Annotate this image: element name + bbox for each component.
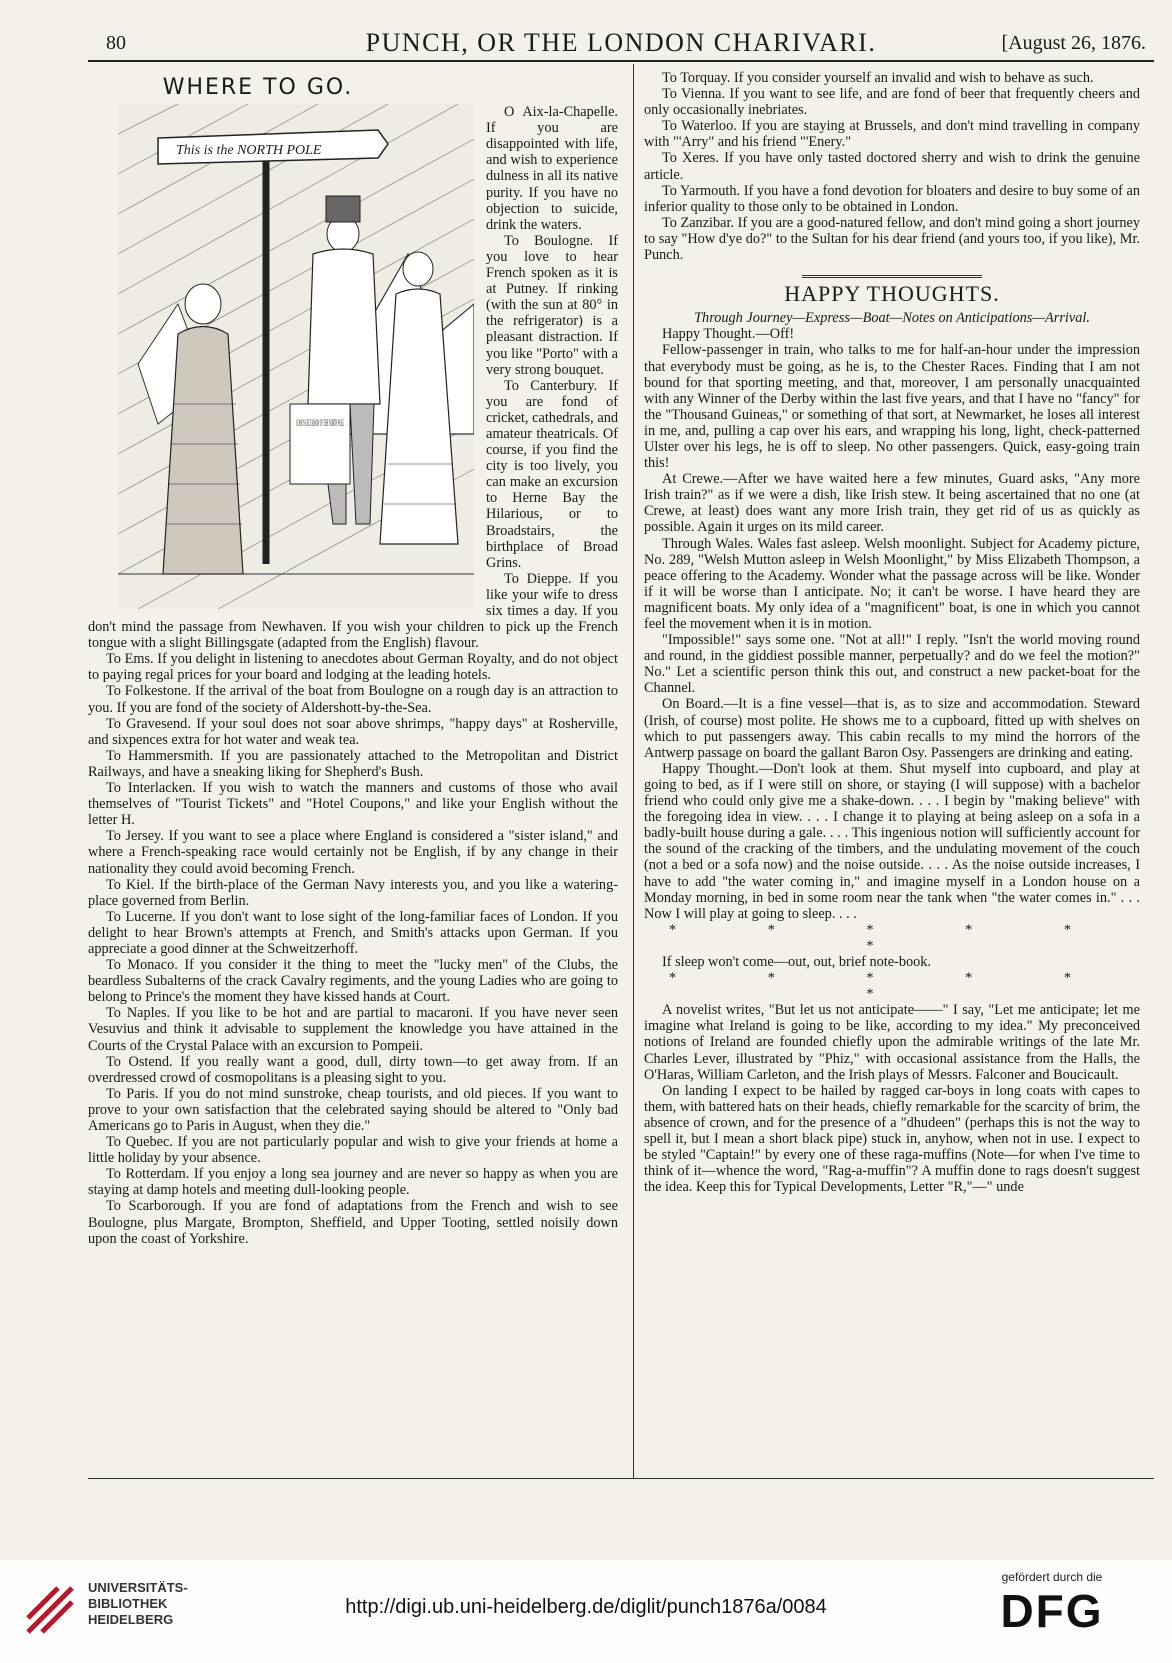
right-sleep-line: If sleep won't come—out, out, brief note-book.: [662, 953, 931, 970]
right-paragraph-mid-5: On Board.—It is a fine vessel—that is, as to size and accommodation. Steward (Irish, of course) most polite. He shows me to a cupboard, fitted up with shelves on which to put passengers away. This cabin recalls to my mind the horrors of the Antwerp passage on board the gallant Baron Osy. Passengers are drinking and eating.: [644, 696, 1140, 761]
left-paragraph-13: To Naples. If you like to be hot and are partial to macaroni. If you have never seen Vesuvius and think it advisable to supplement the knowledge you have attained in the Courts of the Crystal Palace with an excursion to Pompeii.: [88, 1005, 618, 1054]
left-paragraph-11: To Lucerne. If you don't want to lose sight of the long-familiar faces of London. If you delight to hear Brown's attempts at French, and Smith's attacks upon German. If you appreciate a good dinner at the Schweitzerhoff.: [88, 908, 618, 957]
asterism: * * * * * *: [668, 921, 1116, 954]
right-paragraph-top-1: To Vienna. If you want to see life, and are fond of beer that frequently cheers and only occasionally inebriates.: [644, 86, 1140, 119]
header-rule: [88, 60, 1154, 62]
right-paragraph-mid-0: Happy Thought.—Off!: [662, 326, 795, 343]
left-paragraph-8: To Interlacken. If you wish to watch the manners and customs of those who avail themselves of "Tourist Tickets" and "Hotel Coupons," and like your English without the letter H.: [88, 780, 618, 829]
left-paragraph-16: To Quebec. If you are not particularly popular and wish to give your friends at home a little holiday by your absence.: [88, 1134, 618, 1167]
svg-text:This is the NORTH POLE: This is the NORTH POLE: [176, 143, 322, 159]
page-header: [88, 28, 1154, 58]
source-url-link[interactable]: http://digi.ub.uni-heidelberg.de/diglit/punch1876a/0084: [345, 1596, 827, 1618]
publication-title: PUNCH, OR THE LONDON CHARIVARI.: [365, 28, 877, 57]
article-title-happy-thoughts: HAPPY THOUGHTS.: [784, 281, 1000, 307]
dfg-logo-icon: DFG: [1000, 1585, 1104, 1637]
right-paragraph-top-5: To Zanzibar. If you are a good-natured fellow, and don't mind going a short journey to say "How d'ye do?" to the Sultan for his dear friend (and yours too, if you like), Mr. Punch.: [644, 214, 1140, 264]
left-paragraph-3: To Dieppe. If you like your wife to dress six times a day. If you don't mind the passage from Newhaven. If you wish your children to pick up the French tongue with a slight Billingsgate (adapted from the English) flavour.: [88, 570, 618, 652]
article-subtitle: Through Journey—Express—Boat—Notes on Anticipations—Arrival.: [694, 310, 1090, 327]
north-pole-cartoon-icon: [118, 104, 474, 609]
cartoon-illustration: [118, 104, 474, 609]
left-paragraph-17: To Rotterdam. If you enjoy a long sea journey and are never so happy as when you are staying at damp hotels and meeting dull-looking people.: [88, 1166, 618, 1199]
article-title-where-to-go: WHERE TO GO.: [162, 75, 354, 100]
funded-by-label: gefördert durch die: [1001, 1570, 1103, 1584]
left-paragraph-7: To Hammersmith. If you are passionately attached to the Metropolitan and District Railways, and have a sneaking liking for Shepherd's Bush.: [88, 747, 618, 780]
svg-text:COOK'S EXCURSION TO THE NORTH: COOK'S EXCURSION TO THE NORTH POLE: [296, 418, 345, 429]
library-name-line3: HEIDELBERG: [88, 1612, 174, 1627]
section-divider: [802, 275, 982, 278]
left-paragraph-12: To Monaco. If you consider it the thing to meet the "lucky men" of the Clubs, the beardless Subalterns of the crack Cavalry regiments, and the young Ladies who are going to belong to Prince's the moment they have kissed hands at Court.: [88, 957, 618, 1006]
left-paragraph-14: To Ostend. If you really want a good, dull, dirty town—to get away from. If an overdressed crowd of cosmopolitans is a pleasing sight to you.: [88, 1053, 618, 1086]
asterism: * * * * * *: [668, 970, 1116, 1003]
right-paragraph-top-0: To Torquay. If you consider yourself an invalid and wish to behave as such.: [662, 70, 1094, 86]
right-paragraph-top-4: To Yarmouth. If you have a fond devotion for bloaters and desire to buy some of an inferior quality to those only to be obtained in London.: [644, 182, 1140, 215]
right-column: [644, 70, 1140, 1195]
issue-date: [August 26, 1876.: [1001, 32, 1146, 54]
left-paragraph-0: O Aix-la-Chapelle. If you are disappointed with life, and wish to experience dulness in all its native purity. If you have no objection to suicide, drink the waters.: [486, 104, 618, 233]
right-paragraph-end-0: A novelist writes, "But let us not anticipate——" I say, "Let me anticipate; let me imagine what Ireland is going to be like, according to my idea." My preconceived notions of Ireland are founded chiefly upon the admirable writings of the late Mr. Charles Lever, illustrated by "Phiz," with occasional assistance from the Halls, the O'Haras, William Carleton, and the Irish plays of Messrs. Falconer and Boucicault.: [644, 1002, 1140, 1083]
left-paragraph-5: To Folkestone. If the arrival of the boat from Boulogne on a rough day is an attraction to you. If you are fond of the society of Aldershott-by-the-Sea.: [88, 683, 618, 716]
right-paragraph-mid-2: At Crewe.—After we have waited here a few minutes, Guard asks, "Any more Irish train?" as if we were a dish, like Irish stew. It being ascertained that no one (at Crewe, at least) does want any more Irish train, they get rid of us as quickly as possible. Again it urges on its mild career.: [644, 471, 1140, 536]
right-paragraph-mid-6: Happy Thought.—Don't look at them. Shut myself into cupboard, and play at going to bed, as if I were still on shore, or staying (I will suppose) with a bachelor friend who could only give me a shake-down. . . . I begin by "making believe" with the foregoing idea in view. . . . I change it to playing at being asleep on a sofa in a badly-built house during a gale. . . . This ingenious notion will sufficiently account for the sound of the cracking of the timbers, and the undulating movement of the couch (not a bed or a sofa now) and the noise outside. . . . As the noise outside increases, I have to add "the water coming in," and imagine myself in a London house on a Monday morning, in bed in some room near the tank when "the water comes in." . . . Now I will play at going to sleep. . . .: [644, 760, 1140, 922]
left-paragraph-6: To Gravesend. If your soul does not soar above shrimps, "happy days" at Rosherville, and sixpences extra for hot water and weak tea.: [88, 715, 618, 748]
library-name-line2: BIBLIOTHEK: [88, 1596, 168, 1611]
right-paragraph-mid-1: Fellow-passenger in train, who talks to me for half-an-hour under the impression that everybody must be going, as he is, to the Chester Races. Finding that I am not bound for that sporting meeting, and that, moreover, I am personally unacquainted with any Winner of the Derby within the last five years, and that I have no "fancy" for the "Thousand Guineas," or something of that sort, at Newmarket, he loses all interest in me, and, pulling a cap over his ears, and wrapping his long, light, check-patterned Ulster over his legs, he is off to sleep. No other passengers. Quick, easy-going train this!: [644, 342, 1140, 472]
left-column: [88, 70, 618, 1247]
footer-rule: [88, 1478, 1154, 1479]
right-paragraph-mid-4: "Impossible!" says some one. "Not at all!" I reply. "Isn't the world moving round and round, in the giddiest possible manner, perpetually? and do we feel the motion?" No." Let a scientific person think this out, and construct a new packet-boat for the Channel.: [644, 632, 1140, 697]
left-paragraph-15: To Paris. If you do not mind sunstroke, cheap tourists, and old pieces. If you want to prove to your own satisfaction that the celebrated saying should be altered to "Only bad Americans go to Paris in August, when they die.": [88, 1085, 618, 1134]
page-number: 80: [106, 32, 126, 54]
right-paragraph-top-2: To Waterloo. If you are staying at Brussels, and don't mind travelling in company with "'Arry" and his friend "'Enery.": [644, 118, 1140, 151]
left-paragraph-2: To Canterbury. If you are fond of cricket, cathedrals, and amateur theatricals. Of course, if you find the city is too lively, you can make an excursion to Herne Bay the Hilarious, or to Broadstairs, the birthplace of Broad Grins.: [486, 377, 618, 571]
left-paragraph-18: To Scarborough. If you are fond of adaptations from the French and wish to see Boulogne, plus Margate, Brompton, Sheffield, and Upper Tooting, settled noisily down upon the coast of Yorkshire.: [88, 1198, 618, 1247]
left-paragraph-9: To Jersey. If you want to see a place where England is considered a "sister island," and where a French-speaking race would certainly not be English, if by any change in their nationality they could avoid becoming French.: [88, 828, 618, 877]
dfg-funding[interactable]: [972, 1570, 1132, 1638]
digitization-footer: [0, 1560, 1172, 1663]
left-paragraph-10: To Kiel. If the birth-place of the German Navy interests you, and you like a watering-place governed from Berlin.: [88, 876, 618, 909]
right-paragraph-mid-3: Through Wales. Wales fast asleep. Welsh moonlight. Subject for Academy picture, No. 289, "Welsh Mutton asleep in Welsh Moonlight," by Miss Elizabeth Thompson, a peace offering to the Academy. Wonder what the passage across will be like. Wonder if it will be worse than I anticipate. No; it can't be worse. I have heard they are magnificent boats. My only idea of a "magnificent" boat, is one in which you cannot feel the movement when it is in motion.: [644, 535, 1140, 632]
left-paragraph-4: To Ems. If you delight in listening to anecdotes about German Royalty, and do not object to paying regal prices for your board and lodging at the leading hotels.: [88, 651, 618, 684]
right-paragraph-end-1: On landing I expect to be hailed by ragged car-boys in long coats with capes to them, with battered hats on their heads, chiefly remarkable for the scarcity of brim, the absence of crown, and for the presence of a "dhudeen" (perhaps this is not the way to spell it, but I mean a short black pipe) stuck in, anyhow, when not in use. I expect to be styled "Captain!" by every one of these raga-muffins (Note—for when I've time to think of it—whence the word, "Rag-a-muffin"? A muffin done to rags doesn't suggest the idea. Keep this for Typical Developments, Letter "R,"—" unde: [644, 1082, 1140, 1196]
library-name-line1: UNIVERSITÄTS-: [88, 1580, 188, 1595]
left-paragraph-1: To Boulogne. If you love to hear French spoken as it is at Putney. If rinking (with the sun at 80° in the refrigerator) is a pleasant distraction. If you like "Porto" with a very strong bouquet.: [486, 232, 618, 378]
column-divider: [633, 64, 634, 1478]
right-paragraph-top-3: To Xeres. If you have only tasted doctored sherry and wish to drink the genuine article.: [644, 150, 1140, 183]
